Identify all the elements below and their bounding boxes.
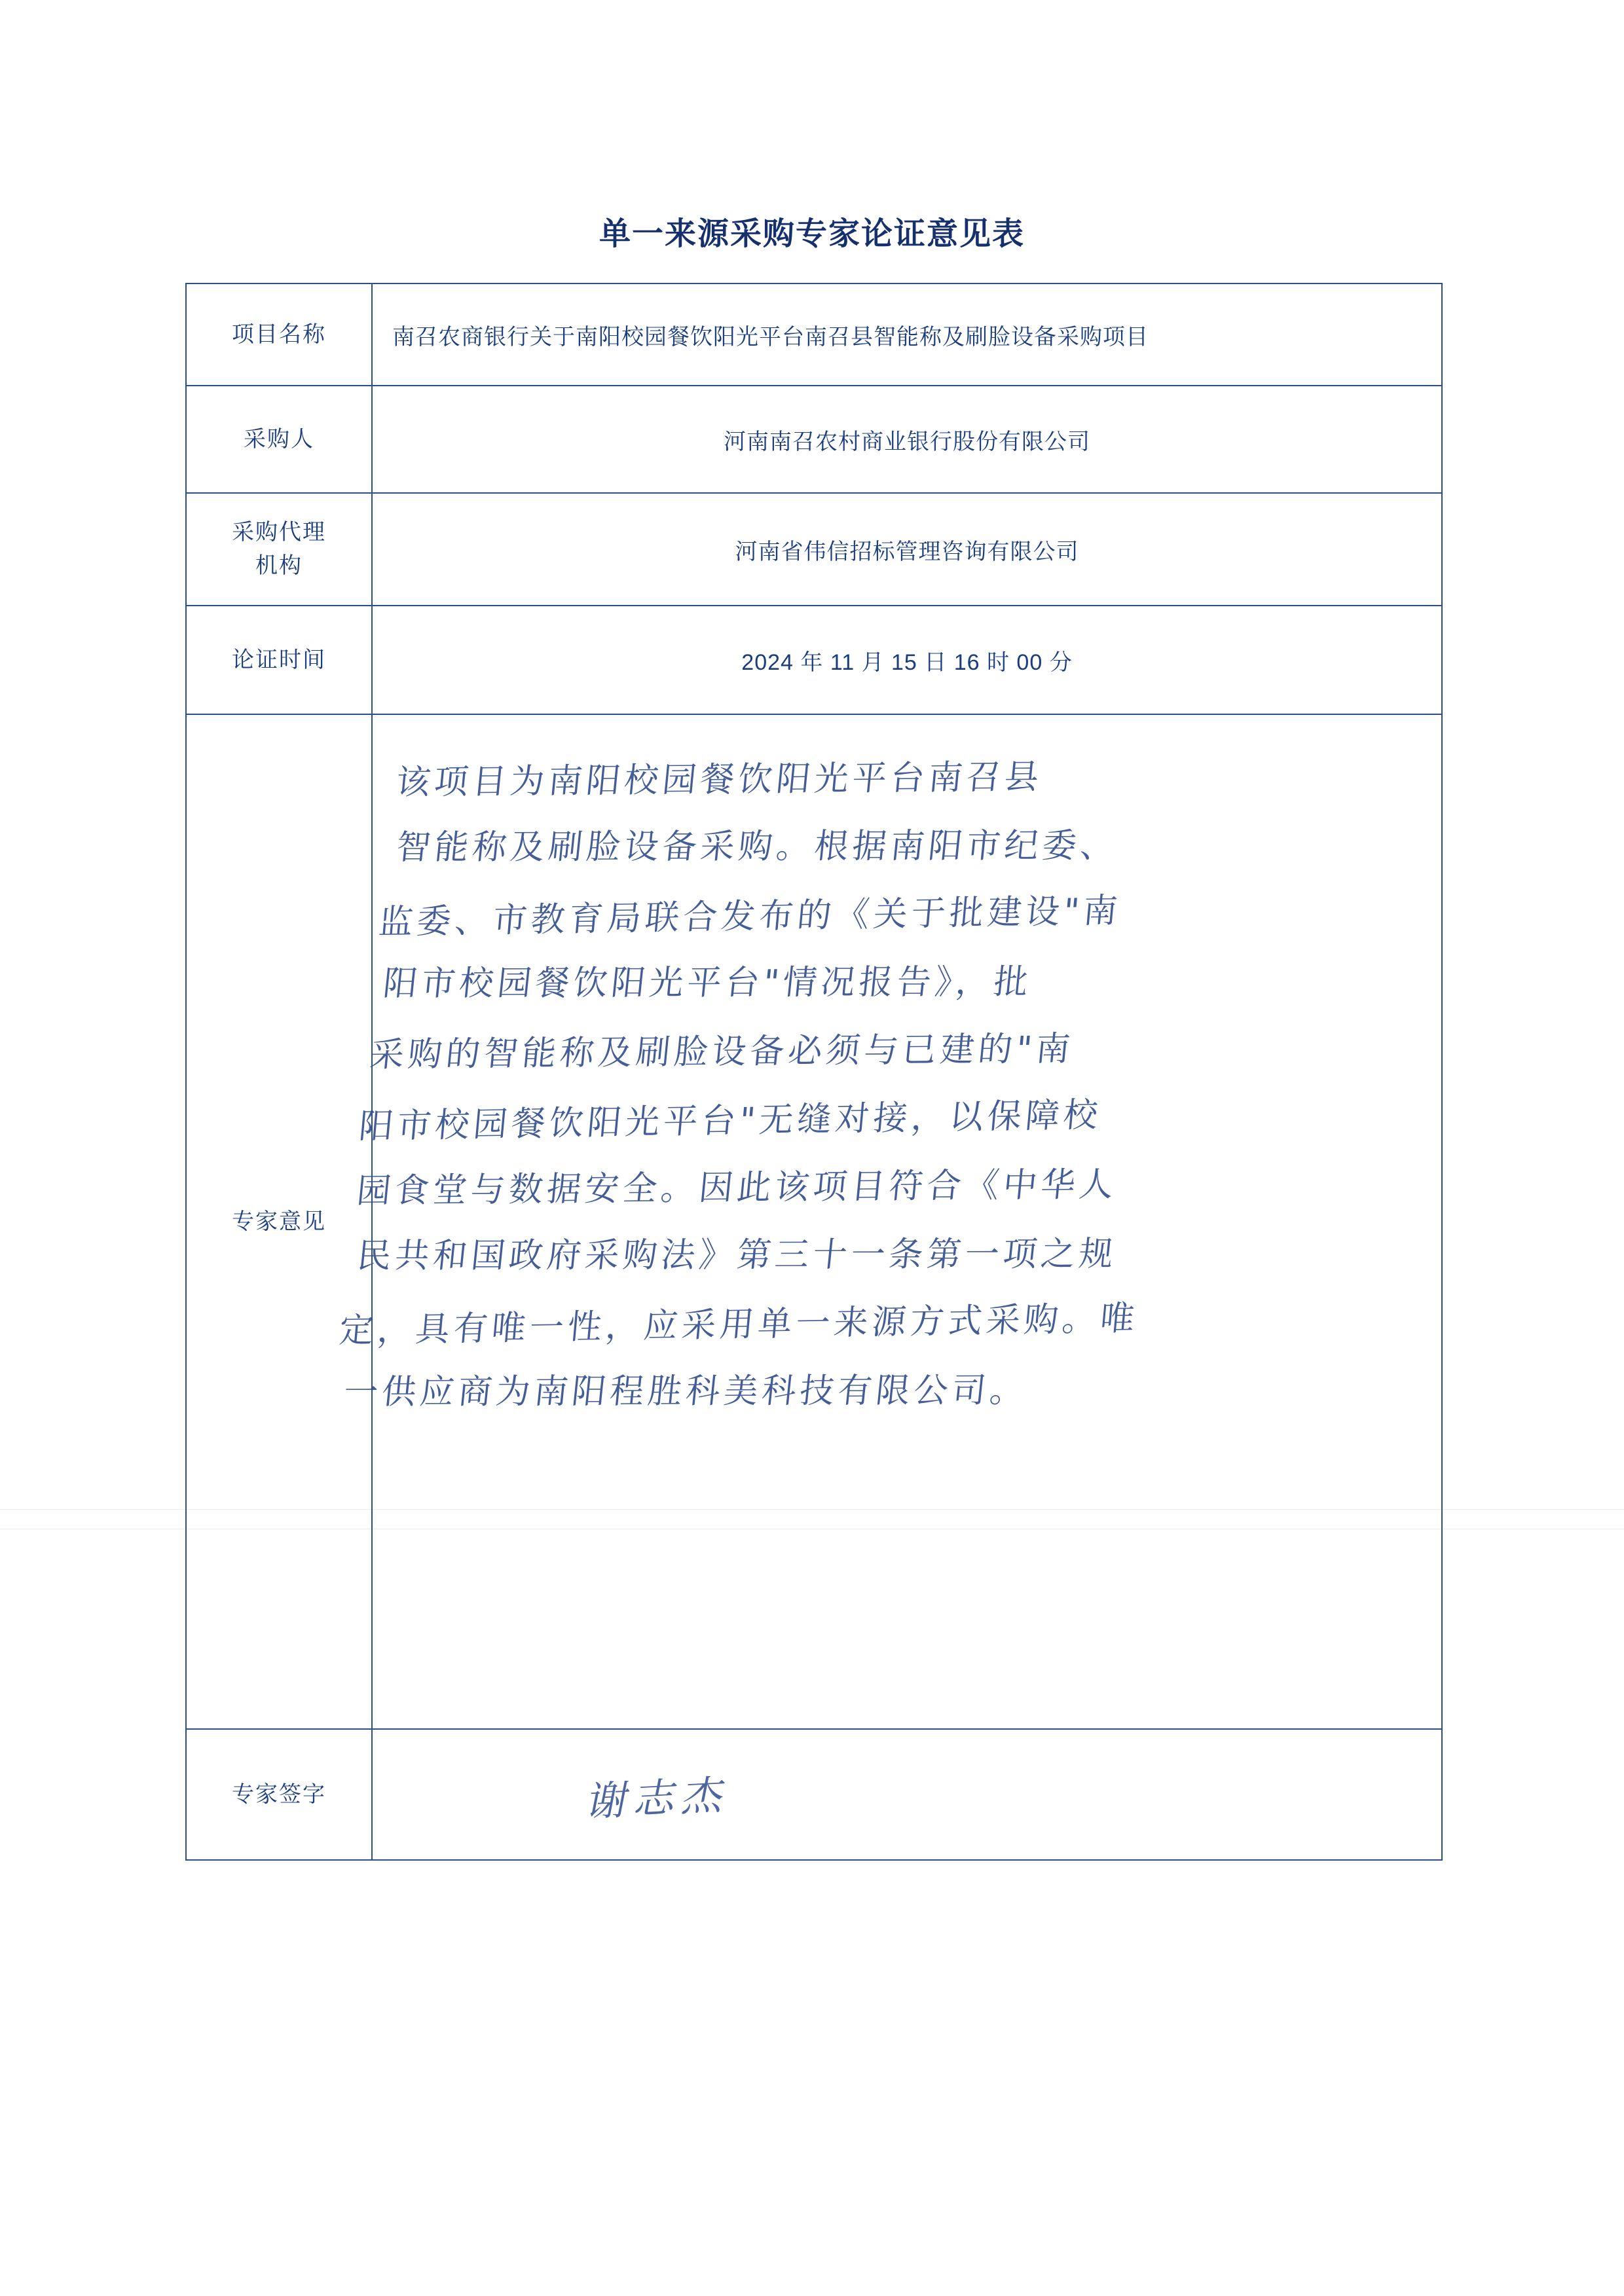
table-row-opinion [186,714,1442,1729]
handwritten-line: 采购的智能称及刷脸设备必须与已建的"南 [368,1029,1076,1075]
handwritten-signature: 谢志杰 [583,1770,736,1826]
label-agency [186,493,372,606]
label-agency-line1: 采购代理 [232,520,326,545]
table-row-project [186,283,1442,386]
handwritten-opinion-text [275,706,1443,1728]
label-buyer: 采购人 [186,386,372,493]
handwritten-line: 民共和国政府采购法》第三十一条第一项之规 [355,1234,1119,1276]
table-row-buyer [186,386,1442,493]
handwritten-line: 园食堂与数据安全。因此该项目符合《中华人 [354,1165,1119,1211]
page-title: 单一来源采购专家论证意见表 [599,217,1025,251]
value-time: 2024 年 11 月 15 日 16 时 00 分 [372,606,1442,714]
label-expert-opinion: 专家意见 [186,714,372,1729]
label-expert-signature: 专家签字 [186,1729,372,1860]
handwritten-line: 定，具有唯一性，应采用单一来源方式采购。唯 [337,1298,1140,1351]
value-expert-opinion [337,714,1442,1729]
table-row-agency [186,493,1442,606]
label-project-name: 项目名称 [186,283,372,386]
handwritten-line: 智能称及刷脸设备采购。根据南阳市纪委、 [394,826,1120,867]
table-row-time [186,606,1442,714]
handwritten-line: 阳市校园餐饮阳光平台"情况报告》，批 [381,962,1034,1004]
table-row-signature [186,1729,1442,1860]
value-expert-signature [372,1729,1442,1860]
handwritten-line: 该项目为南阳校园餐饮阳光平台南召县 [394,757,1044,803]
value-buyer: 河南南召农村商业银行股份有限公司 [372,386,1442,493]
handwritten-line: 监委、市教育局联合发布的《关于批建设"南 [377,891,1123,943]
label-time: 论证时间 [186,606,372,714]
handwritten-line: 一供应商为南阳程胜科美科技有限公司。 [342,1371,1030,1412]
value-project-name: 南召农商银行关于南阳校园餐饮阳光平台南召县智能称及刷脸设备采购项目 [372,283,1442,386]
value-agency: 河南省伟信招标管理咨询有限公司 [372,493,1442,606]
handwritten-line: 阳市校园餐饮阳光平台"无缝对接，以保障校 [357,1095,1103,1147]
label-agency-line2: 机构 [255,553,303,578]
expert-opinion-table [185,283,1443,1861]
